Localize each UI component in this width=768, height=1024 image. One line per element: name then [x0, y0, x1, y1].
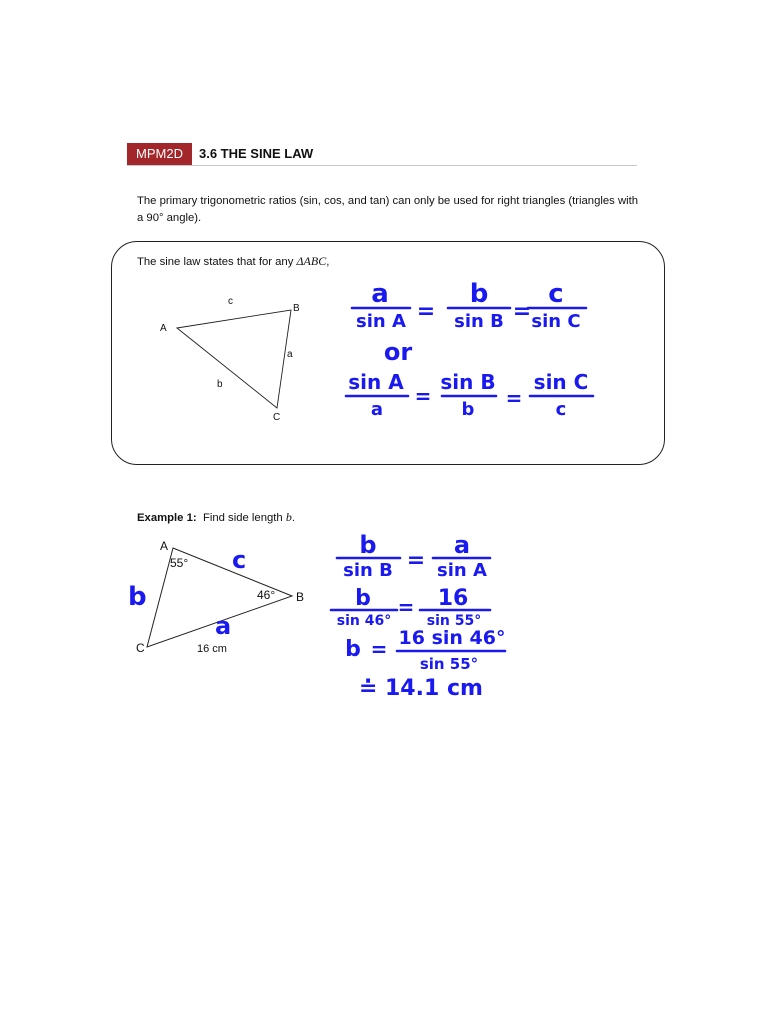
s3-num: 16 sin 46°: [398, 627, 506, 649]
example-triangle-handwriting: [120, 535, 320, 660]
intro-paragraph: The primary trigonometric ratios (sin, cos, and tan) can only be used for right triangles (triangles with a 90° angle).: [137, 195, 639, 224]
s1-num-b: b: [359, 531, 377, 559]
example-label: Example 1:: [137, 512, 197, 524]
s1-den-sin-a: sin A: [437, 560, 487, 581]
s2-den-sin46: sin 46°: [336, 613, 392, 629]
f1-equals-2: =: [512, 299, 532, 324]
f2-equals-1: =: [414, 384, 432, 408]
f2-num-sin-b: sin B: [440, 370, 496, 394]
example-text: Find side length: [202, 512, 283, 524]
or-text: or: [383, 338, 413, 366]
page-title: 3.6 THE SINE LAW: [199, 146, 314, 161]
s1-equals: =: [406, 548, 426, 573]
example-period: .: [291, 512, 295, 524]
s1-den-sin-b: sin B: [343, 560, 393, 581]
ex-vertex-b-label: B: [296, 590, 305, 604]
f1-equals-1: =: [416, 299, 436, 324]
sine-law-formulas: [330, 275, 610, 425]
hand-side-a: a: [215, 612, 232, 640]
statement-prefix: The sine law states that for any: [137, 256, 294, 268]
s3-lhs-b: b: [345, 637, 361, 662]
hand-side-c: c: [232, 546, 247, 574]
vertex-c-label: C: [273, 412, 281, 423]
f2-equals-2: =: [505, 386, 523, 410]
f1-den-sin-b: sin B: [454, 311, 504, 332]
s2-num-b: b: [355, 586, 371, 611]
angle-b-label: 46°: [257, 588, 276, 602]
side-c-label: c: [228, 296, 233, 307]
f1-num-a: a: [371, 279, 389, 309]
vertex-b-label: B: [293, 303, 300, 314]
s2-den-sin55: sin 55°: [426, 613, 482, 629]
f1-den-sin-a: sin A: [356, 311, 406, 332]
f1-num-c: c: [548, 279, 564, 309]
course-badge: MPM2D: [127, 143, 192, 165]
f2-num-sin-a: sin A: [348, 370, 404, 394]
f1-num-b: b: [469, 279, 489, 309]
ex-vertex-c-label: C: [136, 641, 145, 655]
s3-den: sin 55°: [419, 655, 479, 673]
f2-num-sin-c: sin C: [533, 370, 589, 394]
f2-den-b: b: [461, 399, 475, 420]
s4-result: 14.1 cm: [385, 676, 483, 701]
side-a-label: a: [287, 349, 293, 360]
hand-side-b: b: [128, 582, 147, 612]
f2-den-c: c: [555, 399, 567, 420]
f2-den-a: a: [370, 399, 384, 420]
side-a-length-label: 16 cm: [197, 643, 227, 655]
example-solution: [325, 525, 525, 705]
triangle-symbol: ΔABC: [296, 254, 327, 268]
s1-num-a: a: [453, 531, 471, 559]
example-heading: [137, 510, 295, 525]
header-divider: [127, 165, 637, 166]
s3-equals: =: [370, 637, 388, 661]
ex-vertex-a-label: A: [160, 539, 169, 553]
generic-triangle: [150, 290, 310, 430]
sine-law-statement: [137, 254, 329, 269]
vertex-a-label: A: [160, 323, 167, 334]
s2-num-16: 16: [437, 586, 469, 611]
s4-approx-symbol: ≐: [359, 676, 378, 701]
example-variable: b: [285, 510, 292, 524]
f1-den-sin-c: sin C: [531, 311, 581, 332]
angle-a-label: 55°: [170, 556, 189, 570]
statement-suffix: ,: [326, 256, 330, 268]
side-b-label: b: [217, 379, 223, 390]
s2-equals: =: [397, 595, 415, 619]
triangle-outline: [177, 310, 291, 408]
